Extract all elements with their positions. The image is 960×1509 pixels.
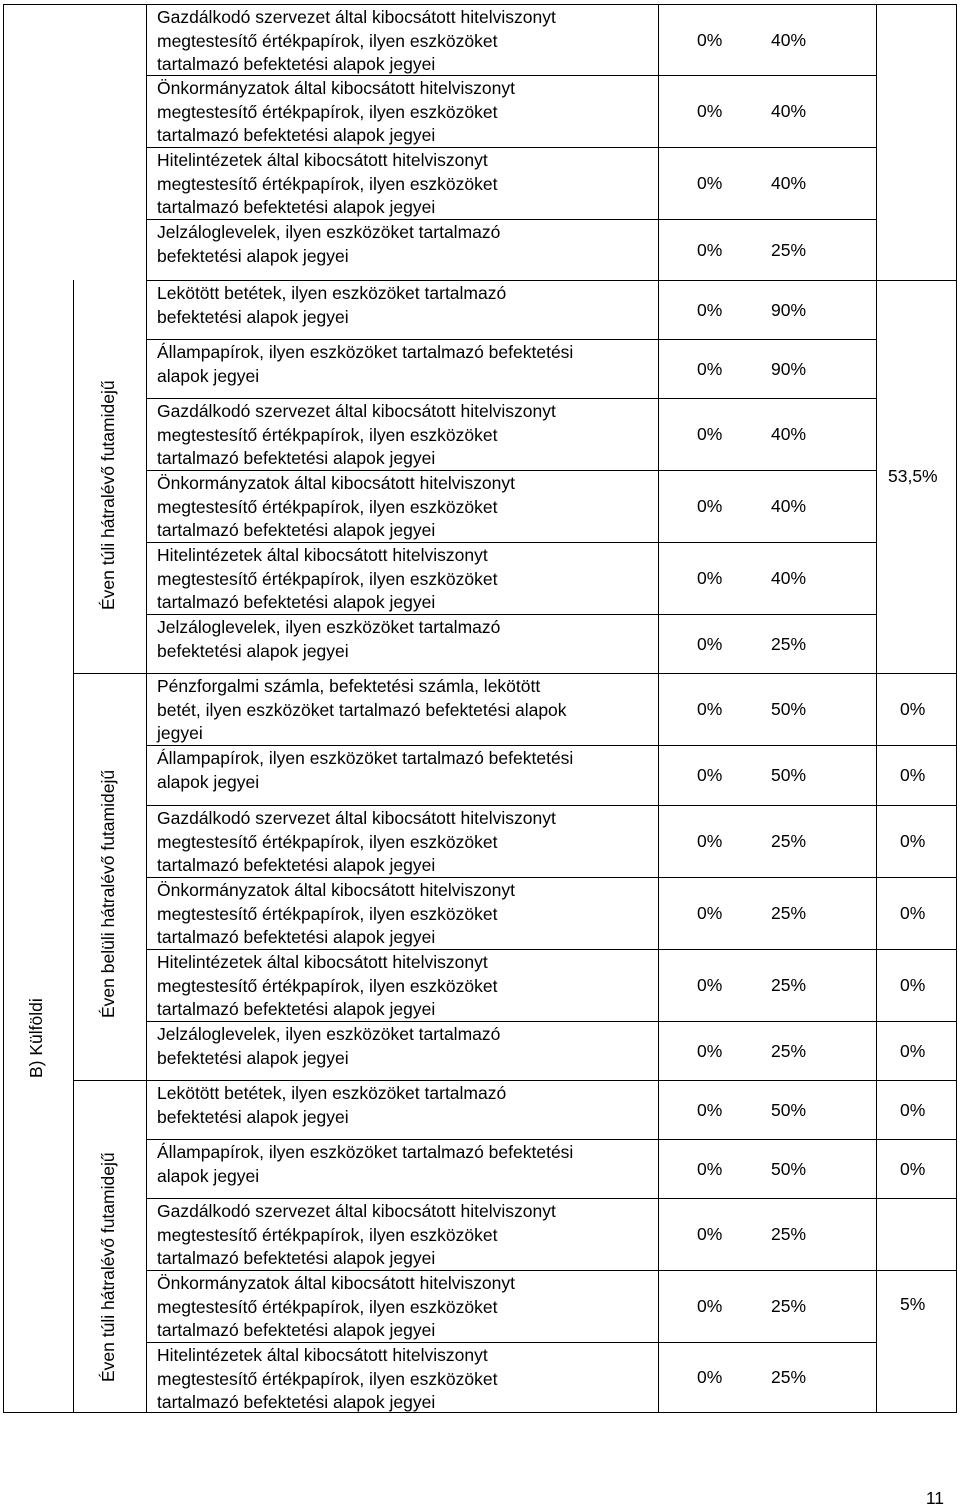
section-separator [73, 1080, 957, 1081]
limit-value: 0% [900, 903, 926, 923]
limit-value: 0% [900, 975, 926, 995]
max-value: 25% [771, 633, 807, 654]
section-divider [73, 280, 74, 1412]
min-value: 0% [697, 173, 723, 193]
max-value: 90% [771, 358, 807, 379]
limit-value: 0% [900, 831, 926, 851]
table-border-top [3, 4, 957, 5]
min-value: 0% [697, 29, 723, 50]
row-separator [146, 339, 876, 340]
max-value: 25% [771, 831, 807, 851]
section-label: Éven túli hátralévő futamidejű [98, 1152, 118, 1382]
section-separator [73, 673, 957, 674]
min-value: 0% [697, 975, 723, 995]
limit-value: 0% [900, 1040, 926, 1061]
max-value: 25% [771, 1224, 807, 1244]
page-number: 11 [925, 1488, 944, 1508]
limit-value: 0% [900, 765, 926, 785]
row-description: Hitelintézetek által kibocsátott hitelviszonyt megtestesítő értékpapírok, ilyen eszközöket tartalmazó befektetési alapok jegyei [157, 150, 498, 218]
row-description: Lekötött betétek, ilyen eszközöket tartalmazó befektetési alapok jegyei [157, 283, 507, 327]
row-description: Hitelintézetek által kibocsátott hitelviszonyt megtestesítő értékpapírok, ilyen eszközöket tartalmazó befektetési alapok jegyei [157, 1345, 498, 1413]
max-value: 40% [771, 101, 807, 121]
row-description: Hitelintézetek által kibocsátott hitelviszonyt megtestesítő értékpapírok, ilyen eszközöket tartalmazó befektetési alapok jegyei [157, 545, 498, 613]
row-separator [146, 1198, 876, 1199]
row-description: Önkormányzatok által kibocsátott hitelviszonyt megtestesítő értékpapírok, ilyen eszközöket tartalmazó befektetési alapok jegyei [157, 473, 515, 541]
max-value: 25% [771, 975, 807, 995]
row-separator [876, 745, 957, 746]
min-value: 0% [697, 496, 723, 516]
max-value: 25% [771, 1296, 807, 1316]
min-value: 0% [697, 299, 723, 320]
row-separator [876, 877, 957, 878]
max-value: 50% [771, 1158, 807, 1179]
section-separator [146, 280, 957, 281]
limit-value: 0% [900, 699, 926, 719]
max-value: 50% [771, 699, 807, 719]
limit-value: 0% [900, 1158, 926, 1179]
row-separator [146, 805, 876, 806]
section-aggregate-limit: 53,5% [888, 466, 938, 486]
max-value: 40% [771, 173, 807, 193]
value-column-divider [876, 4, 877, 1412]
section-aggregate-limit: 5% [900, 1294, 926, 1314]
row-separator [876, 280, 957, 281]
row-description: Lekötött betétek, ilyen eszközöket tartalmazó befektetési alapok jegyei [157, 1083, 507, 1127]
table-border-right [956, 4, 957, 1412]
row-description: Önkormányzatok által kibocsátott hitelviszonyt megtestesítő értékpapírok, ilyen eszközöket tartalmazó befektetési alapok jegyei [157, 880, 515, 948]
max-value: 40% [771, 496, 807, 516]
row-description: Gazdálkodó szervezet által kibocsátott hitelviszonyt megtestesítő értékpapírok, ilyen eszközöket tartalmazó befektetési alapok jegyei [157, 1201, 556, 1269]
max-value: 50% [771, 765, 807, 785]
row-description: Gazdálkodó szervezet által kibocsátott hitelviszonyt megtestesítő értékpapírok, ilyen eszközöket tartalmazó befektetési alapok jegyei [157, 808, 556, 876]
row-description: Önkormányzatok által kibocsátott hitelviszonyt megtestesítő értékpapírok, ilyen eszközöket tartalmazó befektetési alapok jegyei [157, 78, 515, 146]
row-separator [876, 949, 957, 950]
row-separator [876, 1270, 957, 1271]
table-border-left [3, 4, 4, 1412]
min-value: 0% [697, 1040, 723, 1061]
row-description: Jelzáloglevelek, ilyen eszközöket tartalmazó befektetési alapok jegyei [157, 617, 501, 661]
row-description: Jelzáloglevelek, ilyen eszközöket tartalmazó befektetési alapok jegyei [157, 222, 501, 266]
min-value: 0% [697, 239, 723, 260]
min-value: 0% [697, 568, 723, 588]
row-separator [146, 398, 876, 399]
row-description: Gazdálkodó szervezet által kibocsátott hitelviszonyt megtestesítő értékpapírok, ilyen eszközöket tartalmazó befektetési alapok jegyei [157, 7, 556, 75]
min-value: 0% [697, 358, 723, 379]
section-label: Éven túli hátralévő futamidejű [98, 380, 118, 610]
max-value: 50% [771, 1099, 807, 1120]
group-label: B) Külföldi [26, 998, 46, 1078]
row-description: Pénzforgalmi számla, befektetési számla, lekötött betét, ilyen eszközöket tartalmazó befektetési alapok jegyei [157, 676, 567, 744]
section-label: Éven belüli hátralévő futamidejű [98, 769, 118, 1018]
min-value: 0% [697, 1367, 723, 1387]
min-value: 0% [697, 633, 723, 654]
description-column-divider [658, 4, 659, 1412]
row-description: Állampapírok, ilyen eszközöket tartalmazó befektetési alapok jegyei [157, 342, 574, 386]
min-value: 0% [697, 1224, 723, 1244]
max-value: 90% [771, 299, 807, 320]
min-value: 0% [697, 699, 723, 719]
row-separator [876, 805, 957, 806]
min-value: 0% [697, 1296, 723, 1316]
limit-value: 0% [900, 1099, 926, 1120]
min-value: 0% [697, 101, 723, 121]
row-separator [876, 1021, 957, 1022]
max-value: 40% [771, 568, 807, 588]
max-value: 40% [771, 424, 807, 444]
min-value: 0% [697, 1099, 723, 1120]
max-value: 25% [771, 1367, 807, 1387]
min-value: 0% [697, 1158, 723, 1179]
row-description: Gazdálkodó szervezet által kibocsátott hitelviszonyt megtestesítő értékpapírok, ilyen eszközöket tartalmazó befektetési alapok jegyei [157, 401, 556, 469]
max-value: 25% [771, 239, 807, 260]
row-description: Önkormányzatok által kibocsátott hitelviszonyt megtestesítő értékpapírok, ilyen eszközöket tartalmazó befektetési alapok jegyei [157, 1273, 515, 1341]
row-separator [876, 1139, 957, 1140]
min-value: 0% [697, 831, 723, 851]
row-description: Állampapírok, ilyen eszközöket tartalmazó befektetési alapok jegyei [157, 1142, 574, 1186]
row-separator [146, 1139, 876, 1140]
row-description: Jelzáloglevelek, ilyen eszközöket tartalmazó befektetési alapok jegyei [157, 1024, 501, 1068]
max-value: 25% [771, 903, 807, 923]
row-separator [876, 1198, 957, 1199]
row-description: Állampapírok, ilyen eszközöket tartalmazó befektetési alapok jegyei [157, 748, 574, 792]
min-value: 0% [697, 765, 723, 785]
row-description: Hitelintézetek által kibocsátott hitelviszonyt megtestesítő értékpapírok, ilyen eszközöket tartalmazó befektetési alapok jegyei [157, 952, 498, 1020]
min-value: 0% [697, 424, 723, 444]
label-column-divider [146, 4, 147, 1412]
max-value: 40% [771, 29, 807, 50]
min-value: 0% [697, 903, 723, 923]
max-value: 25% [771, 1040, 807, 1061]
